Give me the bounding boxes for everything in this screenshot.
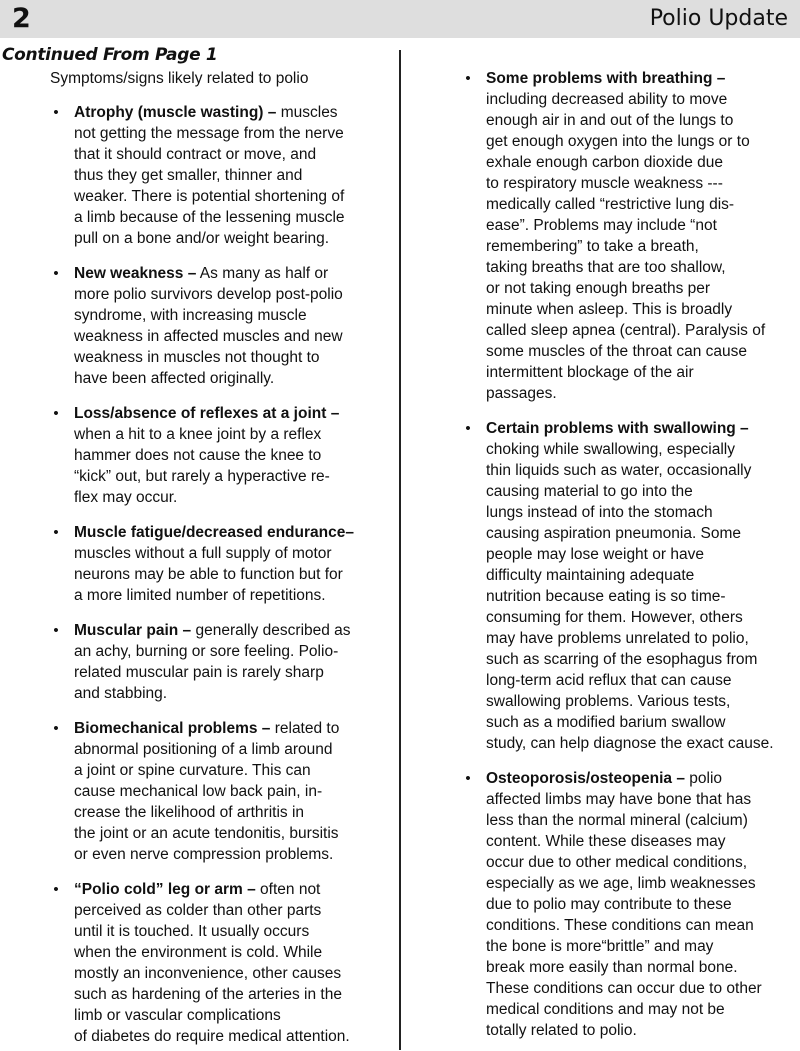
item-term: Muscular pain – [74, 622, 192, 639]
item-text-line: neurons may be able to function but for [74, 566, 343, 583]
item-first-line [74, 718, 390, 739]
item-text-line: syndrome, with increasing muscle [74, 307, 307, 324]
item-text-line: medical conditions and may not be [486, 1001, 725, 1018]
item-text-line: or not taking enough breaths per [486, 280, 711, 297]
item-text-line: and stabbing. [74, 685, 168, 702]
right-column [462, 68, 798, 1051]
item-term: Loss/absence of reflexes at a joint – [74, 405, 340, 422]
bullet-item [462, 68, 798, 404]
item-text-line: an achy, burning or sore feeling. Polio- [74, 643, 339, 660]
item-text-line: crease the likelihood of arthritis in [74, 804, 305, 821]
item-first-line [74, 263, 390, 284]
item-text-line: passages. [486, 385, 557, 402]
item-term: Osteoporosis/osteopenia – [486, 770, 685, 787]
item-text-line: swallowing problems. Various tests, [486, 693, 731, 710]
bullet-item [50, 522, 390, 606]
item-text-line: until it is touched. It usually occurs [74, 923, 310, 940]
item-text-line: some muscles of the throat can cause [486, 343, 748, 360]
item-text-line: the bone is more“brittle” and may [486, 938, 714, 955]
item-text-line: may have problems unrelated to polio, [486, 630, 749, 647]
item-text-line: difficulty maintaining adequate [486, 567, 695, 584]
item-text-line: related muscular pain is rarely sharp [74, 664, 324, 681]
item-first-line [486, 418, 798, 439]
item-text-line: causing material to go into the [486, 483, 693, 500]
item-text-line: muscles without a full supply of motor [74, 545, 332, 562]
item-term: Biomechanical problems – [74, 720, 271, 737]
continued-label: Continued From Page 1 [2, 45, 218, 65]
item-first-rest: polio [684, 770, 723, 787]
item-text-line: totally related to polio. [486, 1022, 637, 1039]
item-text-line: a limb because of the lessening muscle [74, 209, 345, 226]
bullet-item [50, 718, 390, 865]
item-text-line: exhale enough carbon dioxide due [486, 154, 723, 171]
item-term: Muscle fatigue/decreased endurance– [74, 524, 354, 541]
item-first-line [74, 102, 390, 123]
bullet-icon: • [465, 70, 471, 87]
item-term: Atrophy (muscle wasting) – [74, 104, 277, 121]
item-text-line: intermittent blockage of the air [486, 364, 694, 381]
item-first-line [486, 68, 798, 89]
item-first-rest: related to [270, 720, 340, 737]
item-first-line [74, 620, 390, 641]
item-text-line: lungs instead of into the stomach [486, 504, 713, 521]
bullet-icon: • [53, 720, 59, 737]
item-text-line: conditions. These conditions can mean [486, 917, 754, 934]
item-text-line: more polio survivors develop post-polio [74, 286, 343, 303]
item-text-line: not getting the message from the nerve [74, 125, 344, 142]
item-text-line: that it should contract or move, and [74, 146, 317, 163]
item-text-line: mostly an inconvenience, other causes [74, 965, 342, 982]
bullet-item [50, 102, 390, 249]
item-text-line: including decreased ability to move [486, 91, 728, 108]
page-number: 2 [12, 3, 31, 34]
item-term: “Polio cold” leg or arm – [74, 881, 256, 898]
bullet-icon: • [53, 405, 59, 422]
item-first-line [486, 768, 798, 789]
item-text-line: “kick” out, but rarely a hyperactive re- [74, 468, 330, 485]
item-text-line: such as hardening of the arteries in the [74, 986, 342, 1003]
bullet-icon: • [53, 622, 59, 639]
item-term: New weakness – [74, 265, 197, 282]
item-first-line [74, 403, 390, 424]
item-text-line: limb or vascular complications [74, 1007, 281, 1024]
item-text-line: medically called “restrictive lung dis- [486, 196, 735, 213]
item-text-line: causing aspiration pneumonia. Some [486, 525, 742, 542]
bullet-icon: • [465, 770, 471, 787]
item-text-line: people may lose weight or have [486, 546, 704, 563]
item-text-line: ease”. Problems may include “not [486, 217, 717, 234]
bullet-item [50, 263, 390, 389]
bullet-icon: • [53, 104, 59, 121]
item-first-line [74, 522, 390, 543]
item-text-line: less than the normal mineral (calcium) [486, 812, 748, 829]
item-text-line: hammer does not cause the knee to [74, 447, 322, 464]
item-term: Certain problems with swallowing – [486, 420, 749, 437]
item-text-line: content. While these diseases may [486, 833, 726, 850]
bullet-icon: • [465, 420, 471, 437]
item-text-line: or even nerve compression problems. [74, 846, 334, 863]
bullet-item [462, 768, 798, 1041]
item-text-line: of diabetes do require medical attention. [74, 1028, 350, 1045]
left-column [50, 102, 390, 1051]
item-text-line: weakness in affected muscles and new [74, 328, 343, 345]
item-text-line: occur due to other medical conditions, [486, 854, 748, 871]
item-text-line: choking while swallowing, especially [486, 441, 735, 458]
item-first-rest: generally described as [191, 622, 351, 639]
column-divider [399, 50, 401, 1050]
item-text-line: when a hit to a knee joint by a reflex [74, 426, 322, 443]
item-text-line: abnormal positioning of a limb around [74, 741, 333, 758]
item-text-line: taking breaths that are too shallow, [486, 259, 726, 276]
item-text-line: such as scarring of the esophagus from [486, 651, 758, 668]
item-text-line: weakness in muscles not thought to [74, 349, 320, 366]
item-text-line: perceived as colder than other parts [74, 902, 322, 919]
bullet-icon: • [53, 524, 59, 541]
item-first-rest: muscles [276, 104, 338, 121]
bullet-icon: • [53, 881, 59, 898]
newsletter-title: Polio Update [649, 6, 788, 31]
item-text-line: due to polio may contribute to these [486, 896, 732, 913]
item-text-line: when the environment is cold. While [74, 944, 323, 961]
item-text-line: to respiratory muscle weakness --- [486, 175, 723, 192]
item-text-line: consuming for them. However, others [486, 609, 743, 626]
item-term: Some problems with breathing – [486, 70, 726, 87]
item-text-line: weaker. There is potential shortening of [74, 188, 345, 205]
bullet-item [50, 403, 390, 508]
item-text-line: cause mechanical low back pain, in- [74, 783, 323, 800]
bullet-icon: • [53, 265, 59, 282]
item-text-line: called sleep apnea (central). Paralysis of [486, 322, 766, 339]
bullet-item [50, 620, 390, 704]
item-first-rest: As many as half or [196, 265, 329, 282]
item-text-line: long-term acid reflux that can cause [486, 672, 732, 689]
item-text-line: study, can help diagnose the exact cause. [486, 735, 774, 752]
intro-text: Symptoms/signs likely related to polio [50, 70, 309, 87]
bullet-item [50, 879, 390, 1047]
item-text-line: thus they get smaller, thinner and [74, 167, 303, 184]
item-text-line: get enough oxygen into the lungs or to [486, 133, 750, 150]
item-text-line: remembering” to take a breath, [486, 238, 699, 255]
item-text-line: These conditions can occur due to other [486, 980, 762, 997]
item-text-line: thin liquids such as water, occasionally [486, 462, 752, 479]
item-text-line: a joint or spine curvature. This can [74, 762, 311, 779]
item-text-line: the joint or an acute tendonitis, bursitis [74, 825, 339, 842]
item-first-line [74, 879, 390, 900]
item-text-line: break more easily than normal bone. [486, 959, 738, 976]
item-text-line: a more limited number of repetitions. [74, 587, 326, 604]
item-text-line: minute when asleep. This is broadly [486, 301, 733, 318]
item-first-rest: often not [255, 881, 321, 898]
item-text-line: affected limbs may have bone that has [486, 791, 752, 808]
item-text-line: flex may occur. [74, 489, 178, 506]
item-text-line: nutrition because eating is so time- [486, 588, 726, 605]
item-text-line: especially as we age, limb weaknesses [486, 875, 756, 892]
page-header [0, 0, 800, 38]
item-text-line: such as a modified barium swallow [486, 714, 726, 731]
item-text-line: have been affected originally. [74, 370, 275, 387]
bullet-item [462, 418, 798, 754]
item-text-line: pull on a bone and/or weight bearing. [74, 230, 330, 247]
item-text-line: enough air in and out of the lungs to [486, 112, 734, 129]
